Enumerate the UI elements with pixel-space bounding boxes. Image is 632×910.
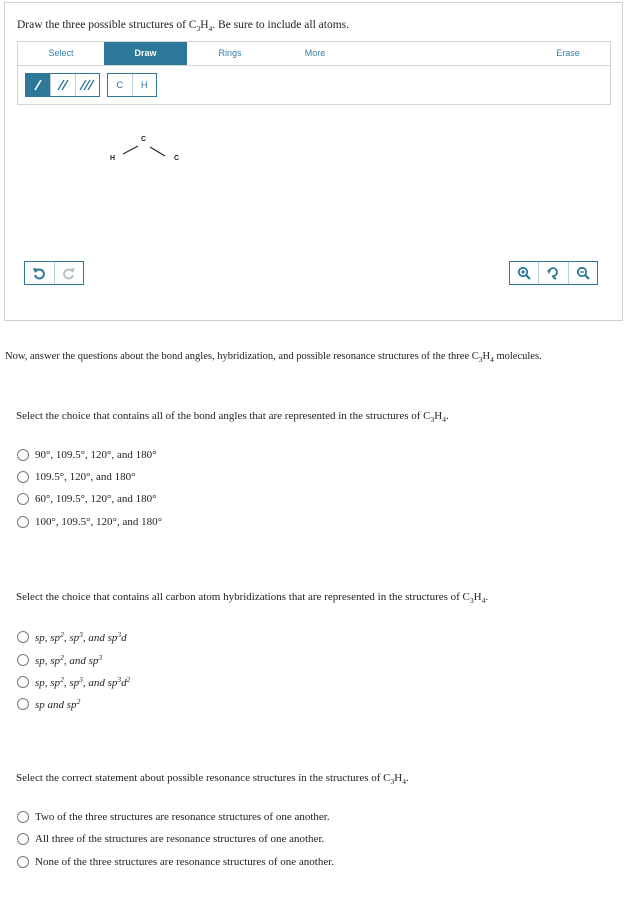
tab-more[interactable]: More xyxy=(304,48,326,58)
zoom-in-button[interactable] xyxy=(510,262,538,284)
redo-icon xyxy=(62,266,76,280)
single-bond-icon xyxy=(31,78,45,92)
hybridization-option[interactable]: sp, $sp^2$, $sp^3$, and $sp^3d$ xyxy=(17,630,127,644)
bond-h-c[interactable] xyxy=(123,146,138,154)
molecule-atom-right[interactable]: C xyxy=(174,155,180,162)
atom-tool-group xyxy=(107,73,157,97)
redo-button[interactable] xyxy=(54,262,84,284)
drawing-prompt: Draw the three possible structures of $C_3H_4$. Be sure to include all atoms. xyxy=(17,19,349,33)
double-bond-button[interactable] xyxy=(50,74,74,96)
single-bond-button[interactable] xyxy=(26,74,50,96)
bond-angle-option[interactable]: 109.5°, 120°, and 180° xyxy=(17,471,136,483)
history-controls xyxy=(24,261,84,285)
bond-tool-group xyxy=(25,73,100,97)
radio-button[interactable] xyxy=(17,516,29,528)
tab-select[interactable]: Select xyxy=(48,48,74,58)
radio-button[interactable] xyxy=(17,698,29,710)
tab-draw[interactable]: Draw xyxy=(104,42,187,65)
radio-button[interactable] xyxy=(17,676,29,688)
resonance-option[interactable]: Two of the three structures are resonance structures of one another. xyxy=(17,811,330,823)
questions-intro: Now, answer the questions about the bond angles, hybridization, and possible resonance structures of the three $C_3H_4$ molecules. xyxy=(5,351,542,364)
zoom-out-icon xyxy=(576,266,590,280)
radio-button[interactable] xyxy=(17,493,29,505)
zoom-out-button[interactable] xyxy=(568,262,597,284)
undo-icon xyxy=(32,266,46,280)
bond-angle-option[interactable]: 90°, 109.5°, 120°, and 180° xyxy=(17,449,156,461)
double-bond-icon xyxy=(56,78,70,92)
hybridization-option[interactable]: sp, $sp^2$, $sp^3$, and $sp^3d^2$ xyxy=(17,675,130,689)
radio-button[interactable] xyxy=(17,811,29,823)
triple-bond-button[interactable] xyxy=(75,74,99,96)
zoom-in-icon xyxy=(517,266,531,280)
tab-rings[interactable]: Rings xyxy=(218,48,242,58)
question-bond-angles: Select the choice that contains all of the bond angles that are represented in the structures of $C_3H_4$. xyxy=(16,410,449,424)
hybridization-option[interactable]: sp, $sp^2$, and $sp^3$ xyxy=(17,653,102,667)
bond-angle-option[interactable]: 100°, 109.5°, 120°, and 180° xyxy=(17,516,162,528)
molecule-canvas[interactable] xyxy=(105,132,190,172)
radio-button[interactable] xyxy=(17,449,29,461)
resonance-option[interactable]: None of the three structures are resonance structures of one another. xyxy=(17,856,334,868)
molecule-atom-left[interactable]: H xyxy=(110,155,116,162)
molecule-atom-top[interactable]: C xyxy=(141,136,147,143)
hybridization-option[interactable]: sp and $sp^2$ xyxy=(17,697,80,711)
undo-button[interactable] xyxy=(25,262,54,284)
zoom-reset-icon xyxy=(546,266,560,280)
tab-erase[interactable]: Erase xyxy=(556,48,580,58)
hydrogen-atom-button[interactable]: H xyxy=(132,74,157,96)
zoom-reset-button[interactable] xyxy=(538,262,567,284)
question-hybridization: Select the choice that contains all carbon atom hybridizations that are represented in the structures of $C_3H_4$. xyxy=(16,591,489,605)
radio-button[interactable] xyxy=(17,654,29,666)
triple-bond-icon xyxy=(79,78,95,92)
bond-c-c[interactable] xyxy=(150,147,165,156)
carbon-atom-button[interactable]: C xyxy=(116,80,123,90)
radio-button[interactable] xyxy=(17,833,29,845)
editor-tab-bar xyxy=(17,41,611,66)
radio-button[interactable] xyxy=(17,471,29,483)
zoom-controls xyxy=(509,261,598,285)
question-resonance: Select the correct statement about possible resonance structures in the structures of $C_3H_4$. xyxy=(16,772,409,786)
bond-angle-option[interactable]: 60°, 109.5°, 120°, and 180° xyxy=(17,493,156,505)
resonance-option[interactable]: All three of the structures are resonance structures of one another. xyxy=(17,833,324,845)
radio-button[interactable] xyxy=(17,631,29,643)
radio-button[interactable] xyxy=(17,856,29,868)
